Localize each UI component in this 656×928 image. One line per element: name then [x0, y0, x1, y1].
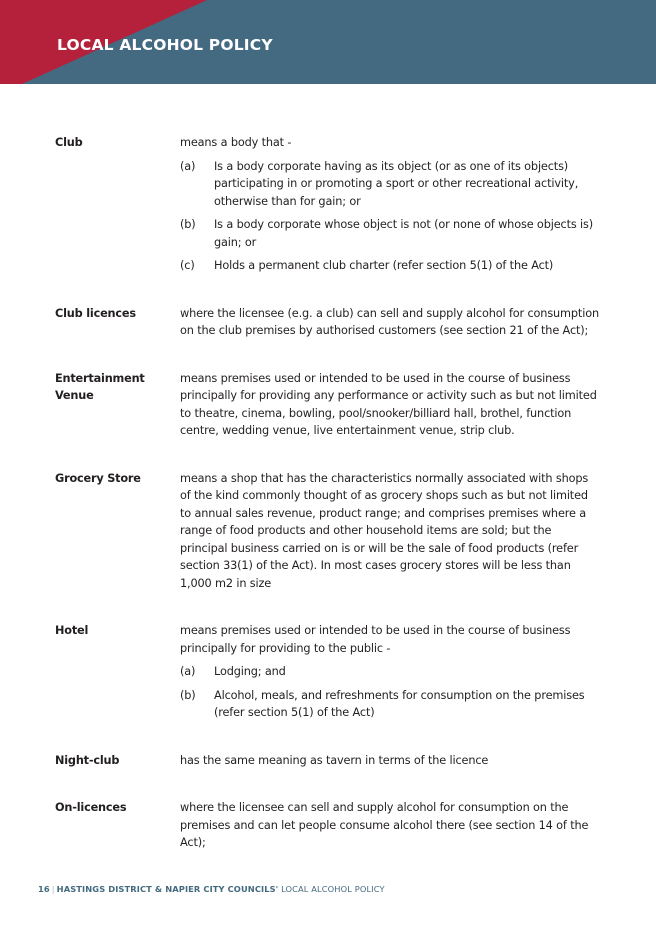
definition-body [180, 622, 601, 722]
definition-text: means premises used or intended to be used in the course of business principally for providing to the public - [180, 624, 571, 655]
list-item-label: (a) [180, 159, 196, 173]
definition-entry [55, 370, 601, 440]
definition-body [180, 305, 601, 340]
header-banner [0, 0, 656, 84]
definition-term: On-licences [55, 801, 127, 814]
definition-term: Grocery Store [55, 471, 141, 485]
definition-entry [55, 470, 601, 593]
list-item-label: (a) [180, 665, 196, 678]
list-item-text: Is a body corporate having as its object (or as one of its objects) participating in or promoting a sport or other recreational activity, otherwise than for gain; or [214, 159, 579, 208]
definition-body [180, 370, 601, 440]
list-item [180, 663, 601, 681]
definition-body [180, 799, 601, 852]
footer-org: HASTINGS DISTRICT & NAPIER CITY COUNCILS' [56, 884, 279, 894]
definition-term: Club [55, 136, 83, 149]
list-item-label: (b) [180, 218, 196, 231]
definition-text: means a shop that has the characteristics normally associated with shops of the kind commonly thought of as grocery shops such as but not limited to annual sales revenue, product range; and comprises premises where a range of food products and other household items are sold; but the principal business carried on is or will be the sale of food products (refer section 33(1) of the Act). In most cases grocery stores will be less than 1,000 m2 in size [180, 471, 589, 590]
definition-term: Club licences [55, 306, 136, 320]
definition-body [180, 134, 601, 275]
page-footer [38, 884, 385, 894]
list-item [180, 257, 601, 275]
definition-entry [55, 134, 601, 275]
page-number: 16 [38, 884, 50, 894]
definition-entry [55, 305, 601, 340]
list-item-text: Holds a permanent club charter (refer section 5(1) of the Act) [214, 259, 554, 272]
definition-body [180, 752, 601, 770]
list-item [180, 158, 601, 211]
definition-term: Hotel [55, 624, 89, 637]
definition-body [180, 470, 601, 593]
list-item [180, 216, 601, 251]
definition-term: Entertainment Venue [55, 371, 145, 402]
page-title: LOCAL ALCOHOL POLICY [57, 36, 273, 54]
definition-term: Night-club [55, 753, 120, 767]
list-item [180, 687, 601, 722]
list-item-label: (c) [180, 259, 195, 272]
definition-text: has the same meaning as tavern in terms of the licence [180, 753, 489, 767]
list-item-text: Alcohol, meals, and refreshments for consumption on the premises (refer section 5(1) of the Act) [214, 688, 585, 719]
list-item-text: Lodging; and [214, 665, 286, 678]
definition-entry [55, 752, 601, 770]
footer-doc-title: LOCAL ALCOHOL POLICY [281, 884, 385, 894]
definition-text: where the licensee (e.g. a club) can sell and supply alcohol for consumption on the club premises by authorised customers (see section 21 of the Act); [180, 306, 599, 337]
list-item-label: (b) [180, 688, 196, 702]
definition-text: means premises used or intended to be used in the course of business principally for providing any performance or activity such as but not limited to theatre, cinema, bowling, pool/snooker/billiard hall, brothel, function centre, wedding venue, live entertainment venue, strip club. [180, 371, 597, 437]
definition-text: means a body that - [180, 136, 292, 149]
list-item-text: Is a body corporate whose object is not (or none of whose objects is) gain; or [214, 218, 594, 249]
definition-entry [55, 799, 601, 852]
footer-separator: | [51, 884, 55, 894]
definition-text: where the licensee can sell and supply alcohol for consumption on the premises and can let people consume alcohol there (see section 14 of the Act); [180, 801, 589, 849]
definitions-list [55, 134, 601, 852]
definition-entry [55, 622, 601, 722]
